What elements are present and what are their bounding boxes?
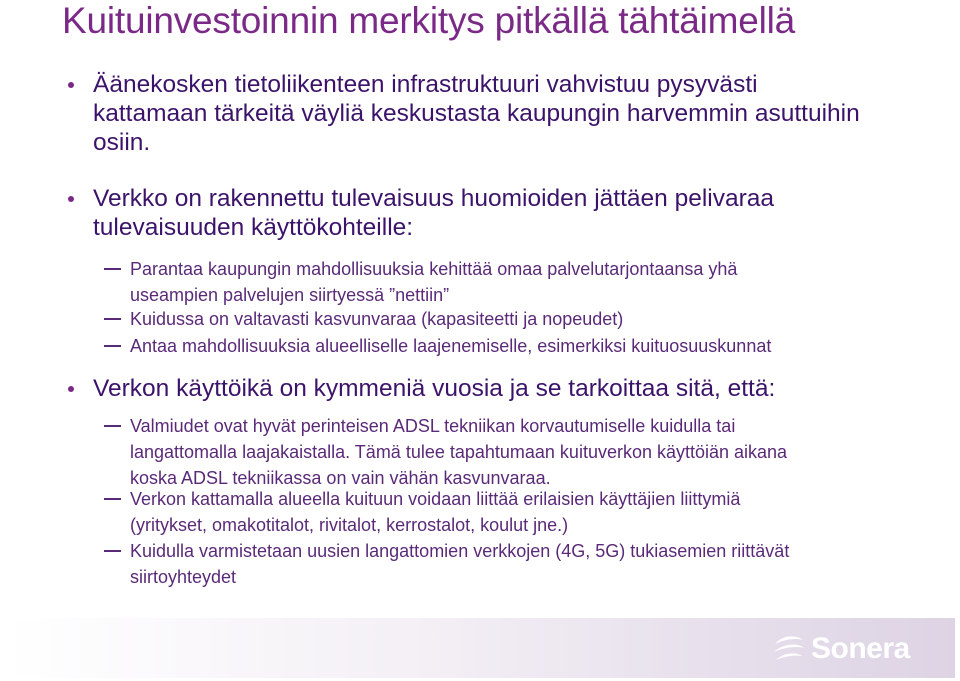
dash-icon [104,268,121,270]
bullet-3-line-1: Verkon käyttöikä on kymmeniä vuosia ja se tarkoittaa sitä, että: [93,375,776,402]
bullet-2-line-1: Verkko on rakennettu tulevaisuus huomioiden jättäen pelivaraa [93,185,774,212]
slide-title: Kuituinvestoinnin merkitys pitkällä tähtäimellä [62,0,796,41]
bullet-3-subitem-2-line-1: Verkon kattamalla alueella kuituun voidaan liittää erilaisien käyttäjien liittymiä [130,489,741,509]
bullet-3-subitem-2 [130,486,920,538]
bullet-2-subitem-1-line-2: useampien palvelujen siirtyessä ”nettiin” [130,285,450,305]
bullet-dot-icon [68,196,74,202]
bullet-dot-icon [68,386,74,392]
bullet-2 [93,184,933,242]
bullet-1-line-1: Äänekosken tietoliikenteen infrastruktuuri vahvistuu pysyvästi [93,71,758,98]
sonera-logo-text: Sonera [811,632,910,665]
bullet-3-subitem-2-line-2: (yritykset, omakotitalot, rivitalot, kerrostalot, koulut jne.) [130,515,569,535]
dash-icon [104,550,121,552]
bullet-1-line-3: osiin. [93,129,151,156]
bullet-2-subitem-3 [130,333,920,359]
bullet-dot-icon [68,82,74,88]
bullet-3-subitem-1-line-3: koska ADSL tekniikassa on vain vähän kasvunvaraa. [130,468,551,488]
bullet-2-subitem-1-line-1: Parantaa kaupungin mahdollisuuksia kehittää omaa palvelutarjontaansa yhä [130,259,738,279]
bullet-3-subitem-3 [130,538,920,590]
bullet-3-subitem-1-line-1: Valmiudet ovat hyvät perinteisen ADSL tekniikan korvautumiselle kuidulla tai [130,416,736,436]
footer-band [5,618,955,678]
bullet-2-subitem-2 [130,306,920,332]
bullet-3-subitem-3-line-1: Kuidulla varmistetaan uusien langattomien verkkojen (4G, 5G) tukiasemien riittävät [130,541,790,561]
bullet-2-subitem-1 [130,256,920,308]
sonera-logo [771,631,921,667]
bullet-3-subitem-3-line-2: siirtoyhteydet [130,567,237,587]
dash-icon [104,425,121,427]
bullet-2-line-2: tulevaisuuden käyttökohteille: [93,214,414,241]
bullet-3-subitem-1-line-2: langattomalla laajakaistalla. Tämä tulee tapahtumaan kuituverkon käyttöiän aikana [130,442,788,462]
dash-icon [104,498,121,500]
bullet-3 [93,374,933,403]
bullet-1 [93,70,933,157]
bullet-1-line-2: kattamaan tärkeitä väyliä keskustasta kaupungin harvemmin asuttuihin [93,100,860,127]
bullet-3-subitem-1 [130,413,920,491]
bullet-2-subitem-3-line-1: Antaa mahdollisuuksia alueelliselle laajenemiselle, esimerkiksi kuituosuuskunnat [130,336,772,356]
bullet-2-subitem-2-line-1: Kuidussa on valtavasti kasvunvaraa (kapasiteetti ja nopeudet) [130,309,624,329]
dash-icon [104,345,121,347]
dash-icon [104,318,121,320]
sonera-logo-icon [771,631,807,667]
